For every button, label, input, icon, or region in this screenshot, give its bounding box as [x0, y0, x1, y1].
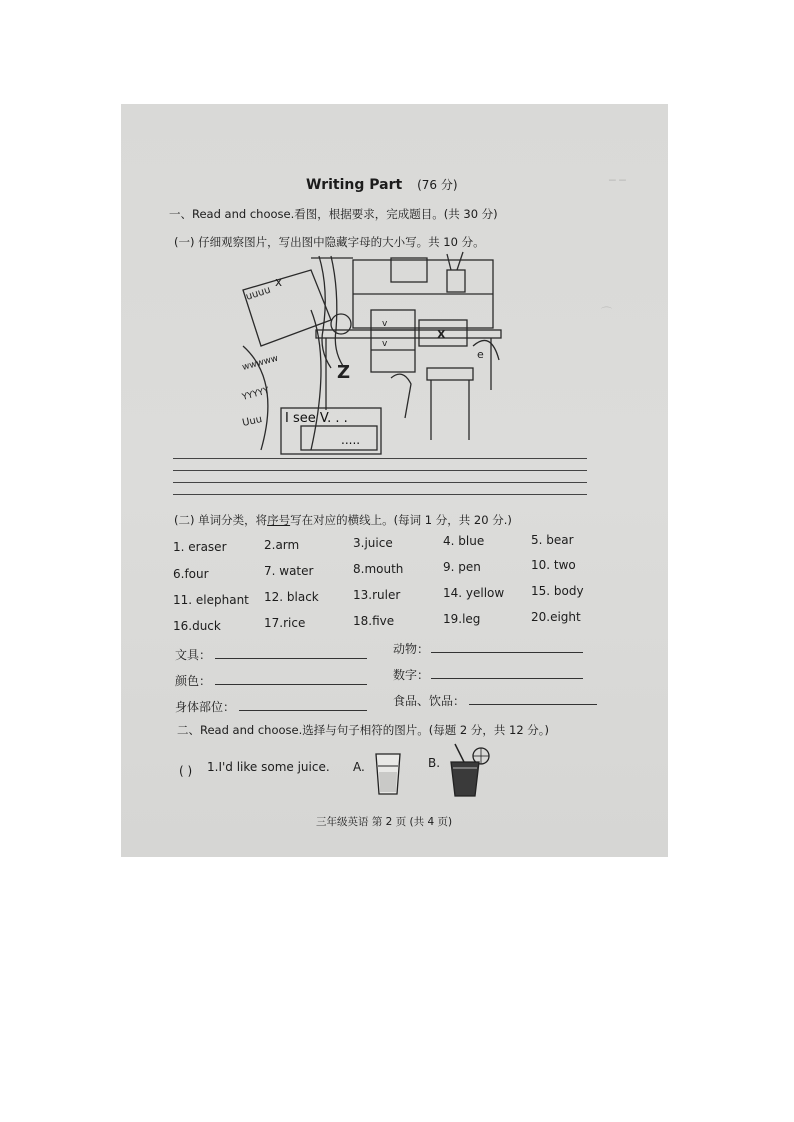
sub2-underlined: 序号 [267, 513, 291, 527]
word-item: 20.eight [531, 610, 581, 624]
category-animals-label: 动物： [393, 642, 430, 656]
word-item: 2.arm [264, 538, 300, 552]
bleed-through-mark: ─ ─ [609, 174, 626, 187]
part1-heading: 一、Read and choose.看图，根据要求，完成题目。(共 30 分) [169, 207, 498, 221]
word-item: 17.rice [264, 616, 306, 630]
animals-answer-line[interactable] [431, 652, 583, 653]
category-colors-label: 颜色： [175, 674, 212, 688]
category-food-label: 食品、饮品： [393, 694, 466, 708]
word-item: 4. blue [443, 534, 485, 548]
stationery-answer-line[interactable] [215, 658, 367, 659]
svg-text:v: v [382, 339, 388, 349]
svg-text:wwwww: wwwww [241, 353, 280, 373]
svg-text:YYYYY: YYYYY [241, 386, 271, 403]
part2-heading: 二、Read and choose.选择与句子相符的图片。(每题 2 分，共 12 分。) [177, 723, 550, 737]
word-item: 19.leg [443, 612, 481, 626]
part1-sub1: (一) 仔细观察图片，写出图中隐藏字母的大小写。共 10 分。 [174, 235, 485, 249]
page-footer: 三年级英语 第 2 页 (共 4 页) [316, 816, 453, 828]
word-item: 3.juice [353, 536, 393, 550]
speech-dots: ..... [341, 433, 361, 447]
word-item: 8.mouth [353, 562, 404, 576]
option-a-label: A. [353, 760, 365, 774]
svg-text:Uuu: Uuu [241, 414, 264, 429]
svg-text:x: x [275, 275, 283, 289]
word-item: 13.ruler [353, 588, 401, 602]
category-numbers-label: 数字： [393, 668, 430, 682]
svg-text:e: e [477, 348, 484, 361]
svg-text:v: v [382, 319, 388, 329]
svg-text:X: X [437, 328, 446, 341]
part1-sub2 [174, 512, 512, 528]
word-item: 14. yellow [443, 586, 505, 600]
exam-page [121, 104, 668, 857]
body-answer-line[interactable] [239, 710, 367, 711]
sub2-prefix: (二) 单词分类，将 [174, 513, 268, 527]
word-item: 5. bear [531, 533, 574, 547]
word-item: 7. water [264, 564, 314, 578]
question-1-text: 1.I'd like some juice. [207, 760, 330, 774]
title-score: (76 分) [417, 178, 458, 192]
word-item: 1. eraser [173, 540, 227, 554]
writing-line[interactable] [173, 482, 587, 483]
section-title [306, 176, 458, 193]
svg-text:uuuu: uuuu [244, 284, 273, 303]
juice-glass-icon[interactable] [443, 742, 491, 798]
word-item: 10. two [531, 558, 576, 572]
word-item: 12. black [264, 590, 319, 604]
word-item: 9. pen [443, 560, 481, 574]
writing-line[interactable] [173, 458, 587, 459]
word-item: 11. elephant [173, 593, 249, 607]
food-answer-line[interactable] [469, 704, 597, 705]
option-b-label: B. [428, 756, 441, 770]
answer-paren[interactable]: ( ) [179, 764, 193, 778]
sub2-suffix: 写在对应的横线上。(每词 1 分，共 20 分.) [290, 513, 512, 527]
writing-line[interactable] [173, 494, 587, 495]
room-illustration [241, 250, 503, 456]
writing-line[interactable] [173, 470, 587, 471]
word-item: 6.four [173, 567, 209, 581]
glass-of-water-icon[interactable] [373, 750, 403, 796]
colors-answer-line[interactable] [215, 684, 367, 685]
word-item: 18.five [353, 614, 395, 628]
bleed-through-mark: ⌒ [601, 306, 612, 319]
numbers-answer-line[interactable] [431, 678, 583, 679]
word-item: 15. body [531, 584, 584, 598]
speech-text: I see V. . . [285, 411, 348, 426]
category-body-label: 身体部位： [175, 700, 236, 714]
title-text: Writing Part [306, 177, 403, 193]
word-item: 16.duck [173, 619, 221, 633]
category-stationery-label: 文具： [175, 648, 212, 662]
svg-text:Z: Z [337, 362, 351, 383]
